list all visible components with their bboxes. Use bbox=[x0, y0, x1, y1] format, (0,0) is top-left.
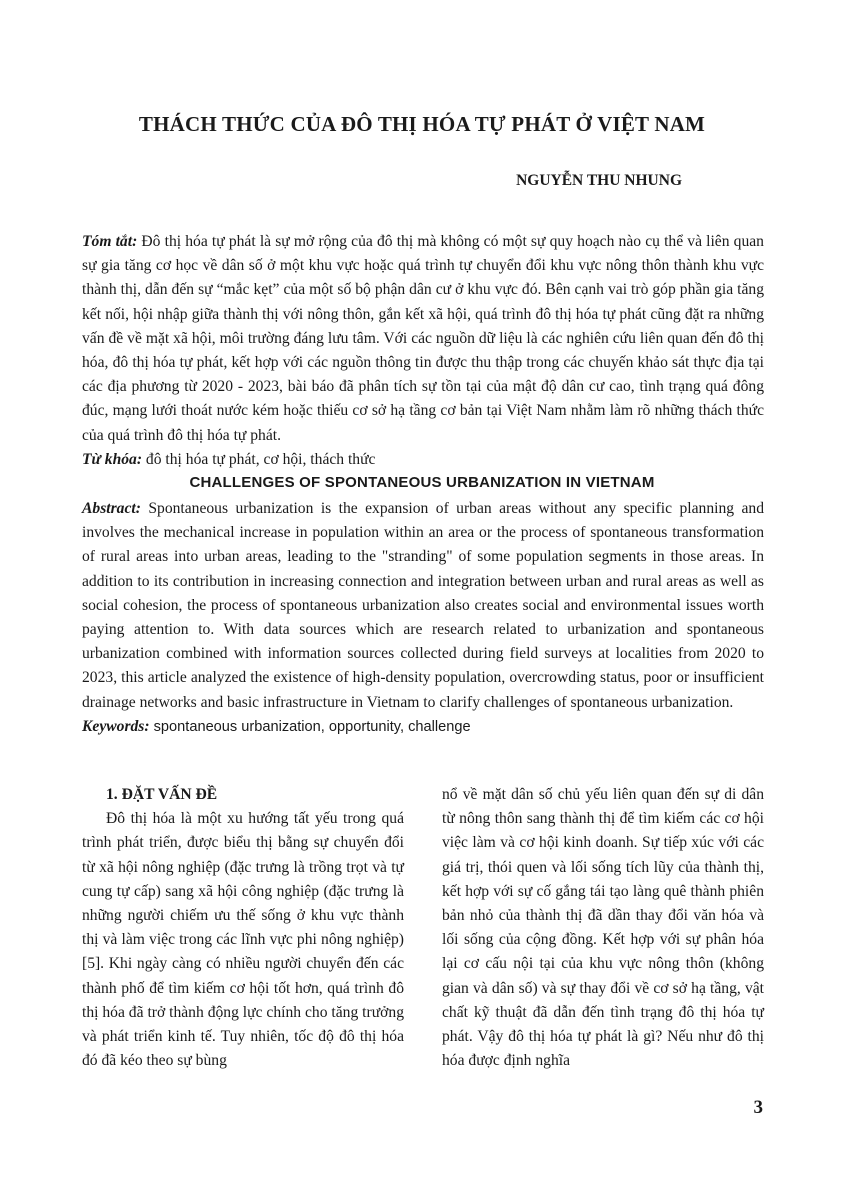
vn-abstract-text: Đô thị hóa tự phát là sự mở rộng của đô thị mà không có một sự quy hoạch nào cụ thể và liên quan sự gia tăng cơ học về dân số ở một khu vực hoặc quá trình tự chuyển đổi khu vực nông thôn thành khu vực thành thị, dẫn đến sự “mắc kẹt” của một số bộ phận dân cư ở khu vực đó. Bên cạnh vai trò góp phần gia tăng kết nối, hội nhập giữa thành thị với nông thôn, gắn kết xã hội, quá trình đô thị hóa tự phát cũng đặt ra những vấn đề về mặt xã hội, môi trường đáng lưu tâm. Với các nguồn dữ liệu là các nghiên cứu liên quan đến đô thị hóa, đô thị hóa tự phát, kết hợp với các nguồn thông tin được thu thập trong các chuyến khảo sát thực địa tại các địa phương từ 2020 - 2023, bài báo đã phân tích sự tồn tại của mật độ dân cư cao, tình trạng quá đông đúc, mạng lưới thoát nước kém hoặc thiếu cơ sở hạ tầng cơ bản tại Việt Nam nhằm làm rõ những thách thức của quá trình đô thị hóa tự phát. bbox=[82, 233, 764, 444]
en-abstract-text: Spontaneous urbanization is the expansion of urban areas without any specific planning and involves the mechanical increase in population within an area or the process of spontaneous transformation of rural areas into urban areas, leading to the "stranding" of some population segments in those areas. In addition to its contribution in increasing connection and integration between urban and rural areas as well as social cohesion, the process of spontaneous urbanization also creates social and environmental issues worth paying attention to. With data sources which are research related to urbanization and spontaneous urbanization combined with information sources collected during field surveys at localities from 2020 to 2023, this article analyzed the existence of high-density population, overcrowding status, poor or insufficient drainage networks and basic infrastructure in Vietnam to clarify challenges of spontaneous urbanization. bbox=[82, 500, 764, 711]
section-heading: 1. ĐẶT VẤN ĐỀ bbox=[106, 786, 218, 803]
english-abstract bbox=[82, 497, 764, 739]
page-number: 3 bbox=[753, 1097, 763, 1118]
body-paragraph-right: nổ về mặt dân số chủ yếu liên quan đến sự di dân từ nông thôn sang thành thị để tìm kiếm các cơ hội việc làm và cơ hội kinh doanh. Sự tiếp xúc với các giá trị, thói quen và lối sống tích lũy của thành thị, kết hợp với sự cố gắng tái tạo làng quê thành phiên bản nhỏ của thành thị đã dần thay đổi văn hóa và lối sống của cộng đồng. Kết hợp với sự phân hóa lại cơ cấu nội tại của khu vực nông thôn (không gian và dân số) và sự thay đổi về cơ sở hạ tầng, vật chất kỹ thuật đã dẫn đến tình trạng đô thị hóa tự phát. Vậy đô thị hóa tự phát là gì? Nếu như đô thị hóa được định nghĩa bbox=[442, 786, 764, 1070]
article-title: THÁCH THỨC CỦA ĐÔ THỊ HÓA TỰ PHÁT Ở VIỆT NAM bbox=[138, 112, 706, 136]
vn-keywords bbox=[82, 448, 764, 472]
vn-keywords-label: Từ khóa: bbox=[82, 450, 143, 468]
en-keywords-text: spontaneous urbanization, opportunity, challenge bbox=[149, 718, 471, 735]
vn-abstract-label: Tóm tắt: bbox=[82, 233, 138, 250]
vietnamese-abstract bbox=[82, 230, 764, 472]
body-paragraph-left: Đô thị hóa là một xu hướng tất yếu trong quá trình phát triển, được biểu thị bằng sự chuyển đổi từ xã hội nông nghiệp (đặc trưng là trồng trọt và tự cung tự cấp) sang xã hội công nghiệp (đặc trưng là những người chiếm ưu thế sống ở khu vực thành thị và làm việc trong các lĩnh vực phi nông nghiệp) [5]. Khi ngày càng có nhiều người chuyển đến các thành phố để tìm kiếm cơ hội tốt hơn, quá trình đô thị hóa đã trở thành động lực chính cho tăng trưởng và phát triển kinh tế. Tuy nhiên, tốc độ đô thị hóa đó đã kéo theo sự bùng bbox=[82, 810, 404, 1070]
body-column-left bbox=[82, 783, 404, 1073]
english-title: CHALLENGES OF SPONTANEOUS URBANIZATION IN VIETNAM bbox=[189, 474, 655, 491]
en-abstract-label: Abstract: bbox=[82, 500, 141, 517]
author-name: NGUYỄN THU NHUNG bbox=[516, 172, 682, 189]
en-keywords bbox=[82, 715, 764, 739]
vn-abstract-paragraph bbox=[82, 230, 764, 448]
body-column-right bbox=[442, 783, 764, 1073]
en-keywords-label: Keywords: bbox=[82, 717, 150, 735]
vn-keywords-text: đô thị hóa tự phát, cơ hội, thách thức bbox=[142, 450, 376, 468]
en-abstract-paragraph bbox=[82, 497, 764, 715]
